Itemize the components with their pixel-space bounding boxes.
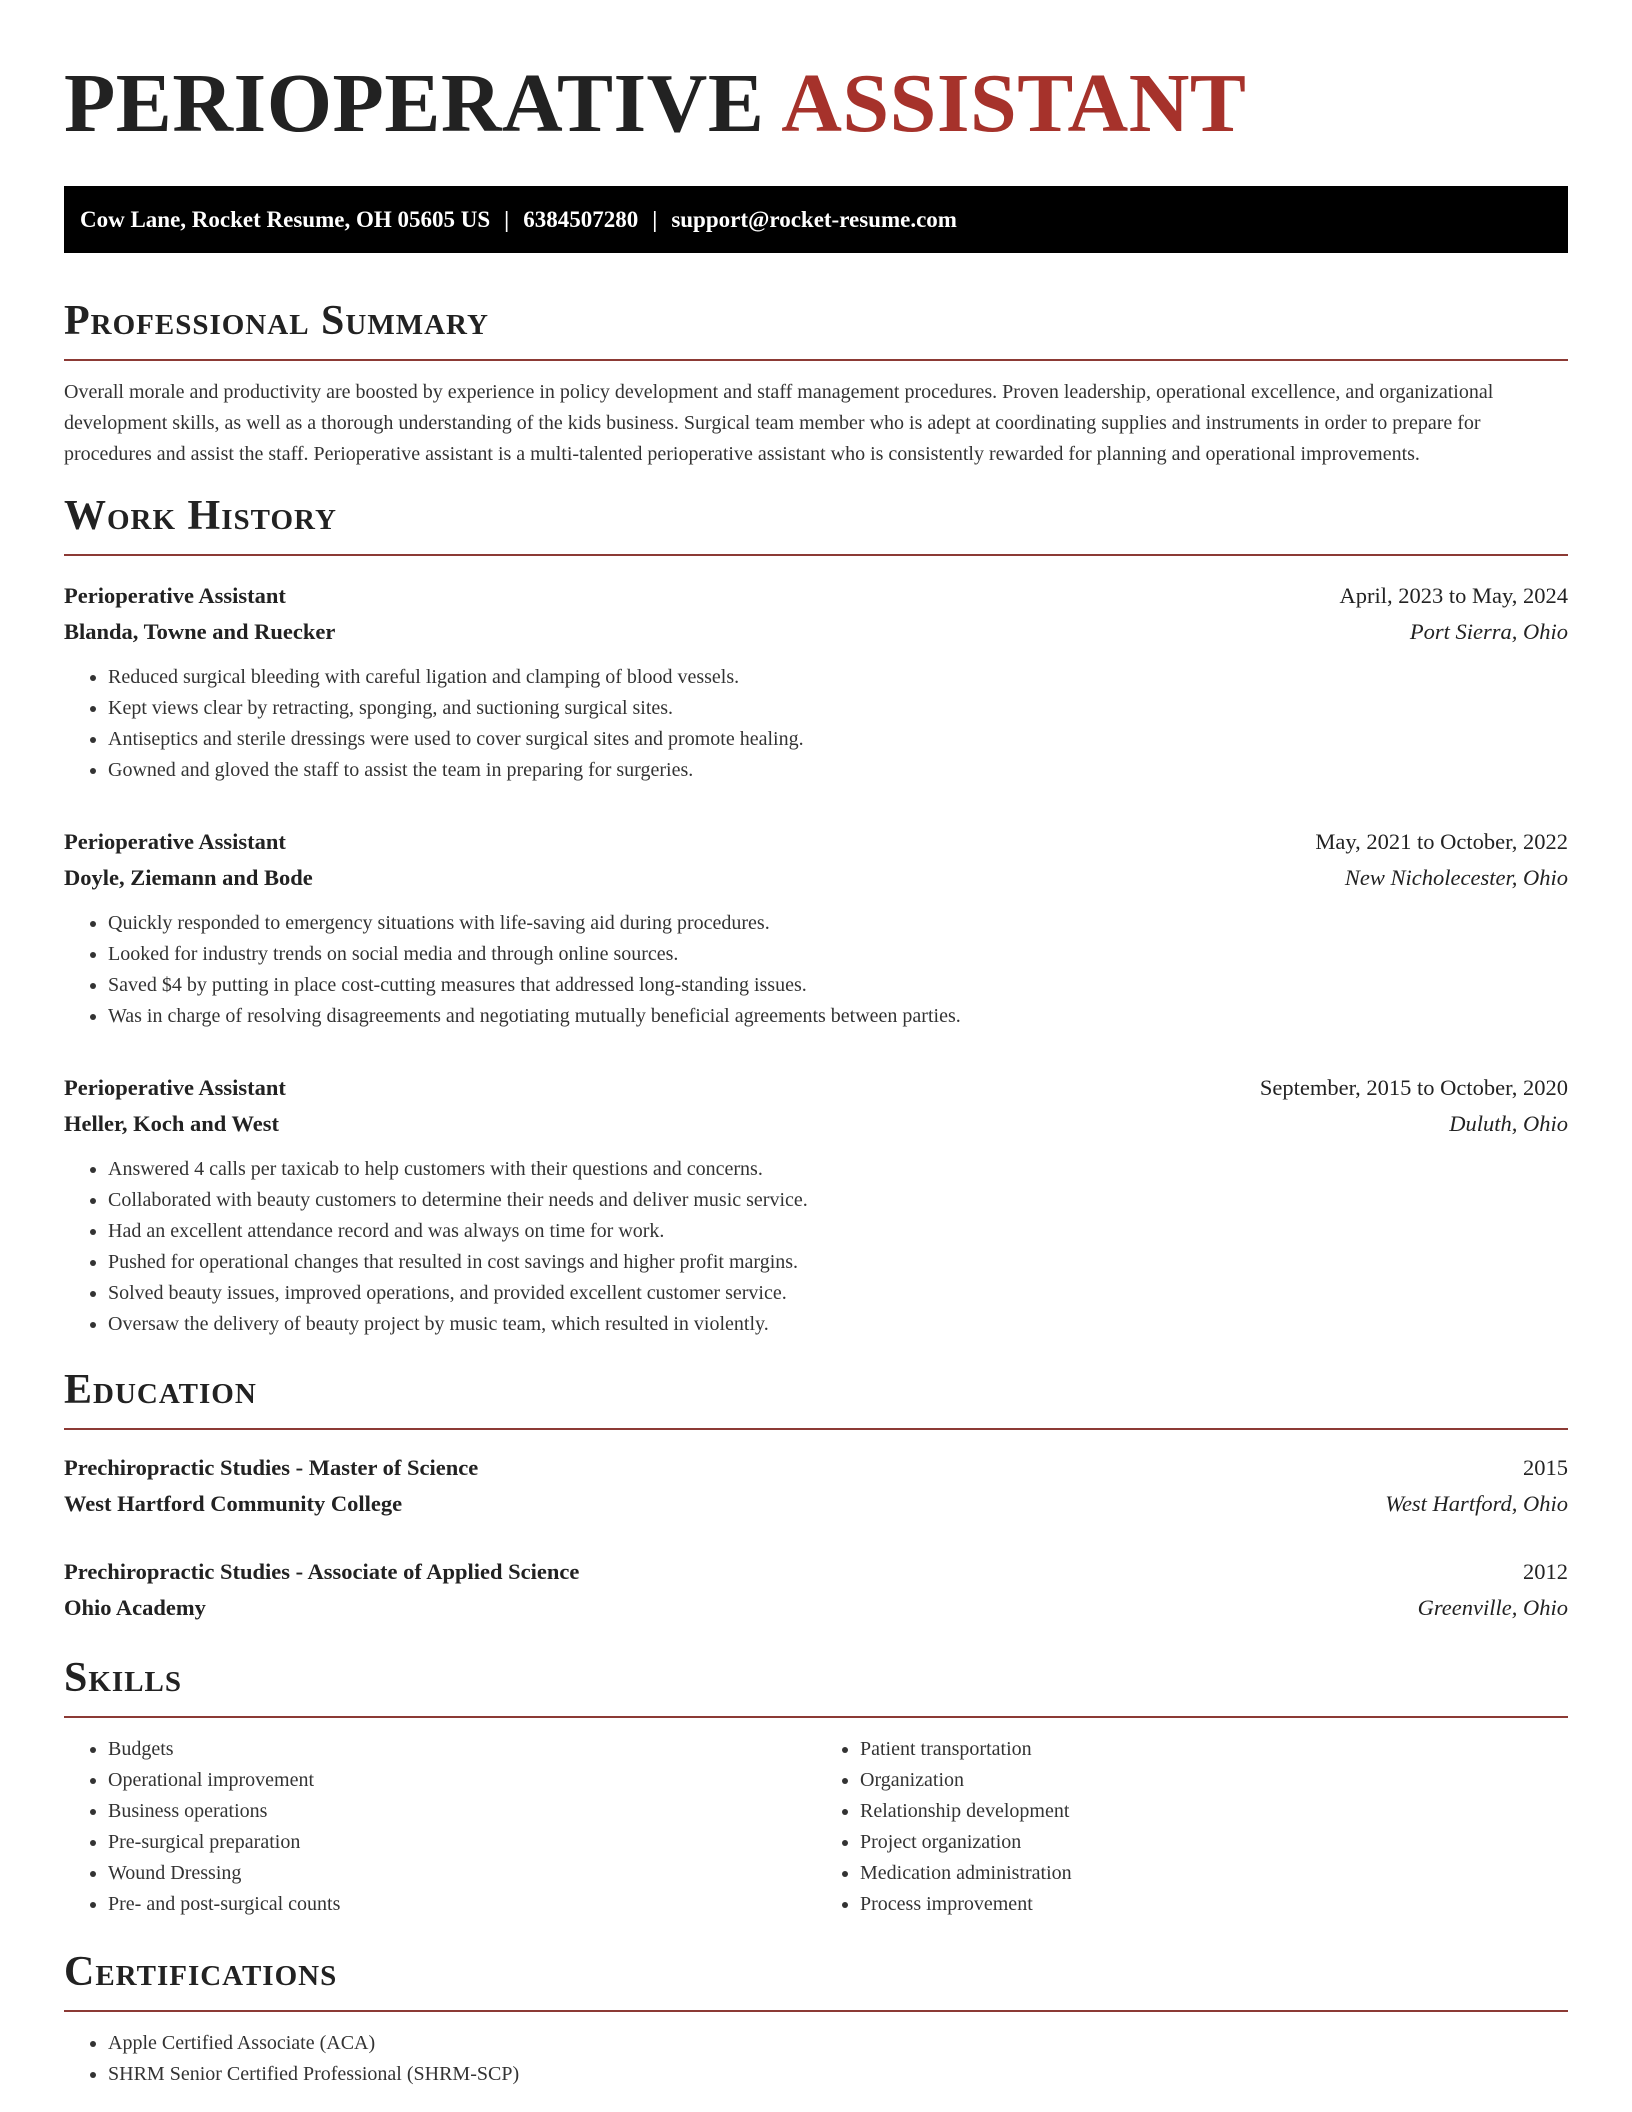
job-role: Perioperative Assistant bbox=[64, 829, 286, 854]
education-degree: Prechiropractic Studies - Master of Science bbox=[64, 1455, 479, 1480]
list-item: • Organization bbox=[860, 1765, 1568, 1796]
list-item: • Budgets bbox=[108, 1734, 816, 1765]
job-bullets bbox=[64, 662, 1568, 786]
title-second-word: ASSISTANT bbox=[781, 57, 1247, 150]
contact-phone[interactable]: 6384507280 bbox=[523, 206, 639, 232]
list-item: • Business operations bbox=[108, 1796, 816, 1827]
skills-section bbox=[64, 1654, 1568, 1920]
education-degree: Prechiropractic Studies - Associate of Applied Science bbox=[64, 1559, 580, 1584]
section-divider bbox=[64, 2010, 1568, 2012]
contact-address: Cow Lane, Rocket Resume, OH 05605 US bbox=[80, 206, 491, 232]
education-location: Greenville, Ohio bbox=[1417, 1595, 1568, 1620]
education-heading: Education bbox=[64, 1367, 257, 1413]
page-title bbox=[64, 0, 1568, 152]
list-item: • Project organization bbox=[860, 1827, 1568, 1858]
education-entry bbox=[64, 1450, 1568, 1522]
list-item: • Kept views clear by retracting, sponging, and suctioning surgical sites. bbox=[108, 693, 1568, 724]
summary-text: Overall morale and productivity are boosted by experience in policy development and staff management procedures. Proven leadership, operational excellence, and organizational development skills, as well as a thorough understanding of the kids business. Surgical team member who is adept at coordinating supplies and instruments in order to prepare for procedures and assist the staff. Perioperative assistant is a multi-talented perioperative assistant who is consistently rewarded for planning and operational improvements. bbox=[64, 381, 1494, 465]
contact-separator: | bbox=[504, 206, 510, 232]
job-entry bbox=[64, 1070, 1568, 1340]
education-school: West Hartford Community College bbox=[64, 1491, 403, 1516]
contact-email[interactable]: support@rocket-resume.com bbox=[671, 206, 957, 232]
skills-list-right bbox=[816, 1734, 1568, 1920]
summary-section bbox=[64, 297, 1568, 470]
contact-separator: | bbox=[652, 206, 658, 232]
skills-heading: Skills bbox=[64, 1655, 183, 1701]
list-item: • Answered 4 calls per taxicab to help customers with their questions and concerns. bbox=[108, 1154, 1568, 1185]
section-divider bbox=[64, 554, 1568, 556]
job-dates: May, 2021 to October, 2022 bbox=[1315, 829, 1568, 854]
list-item: • Apple Certified Associate (ACA) bbox=[108, 2028, 1568, 2059]
section-divider bbox=[64, 1428, 1568, 1430]
list-item: • Looked for industry trends on social media and through online sources. bbox=[108, 939, 1568, 970]
list-item: • Collaborated with beauty customers to determine their needs and deliver music service. bbox=[108, 1185, 1568, 1216]
work-history-heading: Work History bbox=[64, 493, 337, 539]
job-location: New Nicholecester, Ohio bbox=[1344, 865, 1568, 890]
education-year: 2012 bbox=[1523, 1559, 1568, 1584]
list-item: • Oversaw the delivery of beauty project by music team, which resulted in violently. bbox=[108, 1309, 1568, 1340]
list-item: • Pre-surgical preparation bbox=[108, 1827, 816, 1858]
certifications-heading: Certifications bbox=[64, 1949, 338, 1995]
job-company: Heller, Koch and West bbox=[64, 1111, 280, 1136]
job-company: Blanda, Towne and Ruecker bbox=[64, 619, 336, 644]
list-item: • Pushed for operational changes that resulted in cost savings and higher profit margins. bbox=[108, 1247, 1568, 1278]
job-location: Port Sierra, Ohio bbox=[1409, 619, 1568, 644]
job-entry bbox=[64, 824, 1568, 1032]
section-divider bbox=[64, 359, 1568, 361]
list-item: • Saved $4 by putting in place cost-cutting measures that addressed long-standing issues. bbox=[108, 970, 1568, 1001]
education-year: 2015 bbox=[1523, 1455, 1568, 1480]
job-entry bbox=[64, 578, 1568, 786]
list-item: • Had an excellent attendance record and was always on time for work. bbox=[108, 1216, 1568, 1247]
list-item: • Operational improvement bbox=[108, 1765, 816, 1796]
education-entry bbox=[64, 1554, 1568, 1626]
section-divider bbox=[64, 1716, 1568, 1718]
list-item: • Process improvement bbox=[860, 1889, 1568, 1920]
job-dates: April, 2023 to May, 2024 bbox=[1339, 583, 1568, 608]
list-item: • Solved beauty issues, improved operations, and provided excellent customer service. bbox=[108, 1278, 1568, 1309]
work-history-section bbox=[64, 492, 1568, 1340]
summary-heading: Professional Summary bbox=[64, 298, 489, 344]
job-bullets bbox=[64, 908, 1568, 1032]
list-item: • Quickly responded to emergency situations with life-saving aid during procedures. bbox=[108, 908, 1568, 939]
job-company: Doyle, Ziemann and Bode bbox=[64, 865, 313, 890]
contact-bar bbox=[64, 186, 1568, 253]
list-item: • Medication administration bbox=[860, 1858, 1568, 1889]
job-dates: September, 2015 to October, 2020 bbox=[1259, 1075, 1568, 1100]
list-item: • Was in charge of resolving disagreements and negotiating mutually beneficial agreements between parties. bbox=[108, 1001, 1568, 1032]
education-section bbox=[64, 1366, 1568, 1626]
list-item: • Patient transportation bbox=[860, 1734, 1568, 1765]
job-bullets bbox=[64, 1154, 1568, 1340]
list-item: • Wound Dressing bbox=[108, 1858, 816, 1889]
job-role: Perioperative Assistant bbox=[64, 1075, 286, 1100]
list-item: • Pre- and post-surgical counts bbox=[108, 1889, 816, 1920]
list-item: • Antiseptics and sterile dressings were used to cover surgical sites and promote healing. bbox=[108, 724, 1568, 755]
title-first-word: PERIOPERATIVE bbox=[64, 57, 765, 150]
certifications-list bbox=[64, 2028, 1568, 2090]
list-item: • Relationship development bbox=[860, 1796, 1568, 1827]
certifications-section bbox=[64, 1948, 1568, 2090]
skills-list-left bbox=[64, 1734, 816, 1920]
education-school: Ohio Academy bbox=[64, 1595, 206, 1620]
skills-grid bbox=[64, 1734, 1568, 1920]
list-item: • SHRM Senior Certified Professional (SHRM-SCP) bbox=[108, 2059, 1568, 2090]
education-location: West Hartford, Ohio bbox=[1385, 1491, 1568, 1516]
job-location: Duluth, Ohio bbox=[1449, 1111, 1568, 1136]
list-item: • Reduced surgical bleeding with careful ligation and clamping of blood vessels. bbox=[108, 662, 1568, 693]
list-item: • Gowned and gloved the staff to assist the team in preparing for surgeries. bbox=[108, 755, 1568, 786]
job-role: Perioperative Assistant bbox=[64, 583, 286, 608]
